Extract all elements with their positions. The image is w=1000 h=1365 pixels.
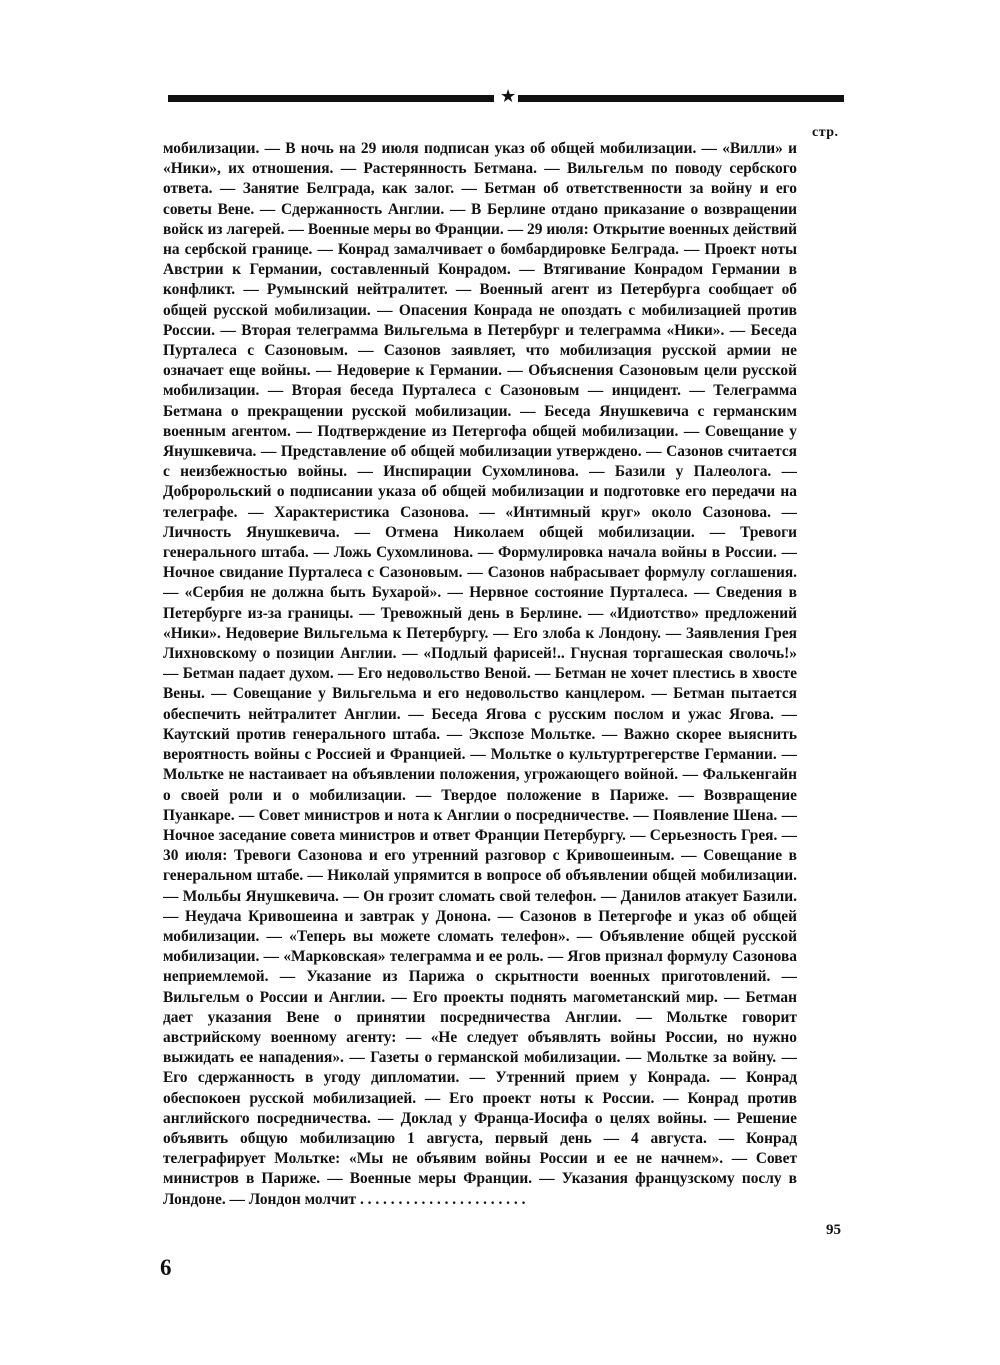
header-rule-left [168, 95, 494, 102]
page-column-label: стр. [812, 125, 839, 140]
toc-entry-page: 95 [826, 1222, 841, 1238]
star-icon: ★ [500, 86, 517, 107]
page-number: 6 [160, 1255, 172, 1280]
header-rule-right [518, 95, 844, 102]
toc-entry-text: мобилизации. — В ночь на 29 июля подписан указ об общей мобилизации. — «Вилли» и «Ники», их отношения. — Растерянность Бетмана. — Вильгельм по поводу сербского ответа. — Занятие Белграда, как залог. — Бетман об ответственности за войну и его советы Вене. — Сдержанность Англии. — В Берлине отдано приказание о возвращении войск из лагерей. — Военные меры во Франции. — 29 июля: Открытие военных действий на сербской границе. — Конрад замалчивает о бомбардировке Белграда. — Проект ноты Австрии к Германии, составленный Конрадом. — Втягивание Конрадом Германии в конфликт. — Румынский нейтралитет. — Военный агент из Петербурга сообщает об общей русской мобилизации. — Опасения Конрада не опоздать с мобилизацией против России. — Вторая телеграмма Вильгельма в Петербург и телеграмма «Ники». — Беседа Пурталеса с Сазоновым. — Сазонов заявляет, что мобилизация русской армии не означает еще войны. — Недоверие к Германии. — Объяснения Сазоновым цели русской мобилизации. — Вторая беседа Пурталеса с Сазоновым — инцидент. — Телеграмма Бетмана о прекращении русской мобилизации. — Беседа Янушкевича с германским военным агентом. — Подтверждение из Петергофа общей мобилизации. — Совещание у Янушкевича. — Представление об общей мобилизации утверждено. — Сазонов считается с неизбежностью войны. — Инспирации Сухомлинова. — Базили у Палеолога. — Добророльский о подписании указа об общей мобилизации и подготовке его передачи на телеграфе. — Характеристика Сазонова. — «Интимный круг» около Сазонова. — Личность Янушкевича. — Отмена Николаем общей мобилизации. — Тревоги генерального штаба. — Ложь Сухомлинова. — Формулировка начала войны в России. — Ночное свидание Пурталеса с Сазоновым. — Сазонов набрасывает формулу соглашения. — «Сербия не должна быть Бухарой». — Нервное состояние Пурталеса. — Сведения в Петербурге из-за границы. — Тревожный день в Берлине. — «Идиотство» предложений «Ники». Недоверие Вильгельма к Петербургу. — Его злоба к Лондону. — Заявления Грея Лихновскому о позиции Англии. — «Подлый фарисей!.. Гнусная торгашеская сволочь!» — Бетман падает духом. — Его недовольство Веной. — Бетман не хочет плестись в хвосте Вены. — Совещание у Вильгельма и его недовольство канцлером. — Бетман пытается обеспечить нейтралитет Англии. — Беседа Ягова с русским послом и ужас Ягова. — Каутский против генерального штаба. — Экспозе Мольтке. — Важно скорее выяснить вероятность войны с Россией и Францией. — Мольтке о культуртрегерстве Германии. — Мольтке не настаивает на объявлении положения, угрожающего войной. — Фалькенгайн о своей роли и о мобилизации. — Твердое положение в Париже. — Возвращение Пуанкаре. — Совет министров и нота к Англии о посредничестве. — Появление Шена. — Ночное заседание совета министров и ответ Франции Петербургу. — Серьезность Грея. — 30 июля: Тревоги Сазонова и его утренний разговор с Кривошеиным. — Совещание в генеральном штабе. — Николай упрямится в вопросе об объявлении общей мобилизации. — Мольбы Янушкевича. — Он грозит сломать свой телефон. — Данилов атакует Базили. — Неудача Кривошеина и завтрак у Донона. — Сазонов в Петергофе и указ об общей мобилизации. — «Теперь вы можете сломать телефон». — Объявление общей русской мобилизации. — «Марковская» телеграмма и ее роль. — Ягов признал формулу Сазонова неприемлемой. — Указание из Парижа о скрытности военных приготовлений. — Вильгельм о России и Англии. — Его проекты поднять магометанский мир. — Бетман дает указания Вене о принятии посредничества Англии. — Мольтке говорит австрийскому военному агенту: — «Не следует объявлять войны России, но нужно выжидать ее нападения». — Газеты о германской мобилизации. — Мольтке за войну. — Его сдержанность в угоду дипломатии. — Утренний прием у Конрада. — Конрад обеспокоен русской мобилизацией. — Его проект ноты к России. — Конрад против английского посредничества. — Доклад у Франца-Иосифа о целях войны. — Решение объявить общую мобилизацию 1 августа, первый день — 4 августа. — Конрад телеграфирует Мольтке: «Мы не объявим войны России и ее не начнем». — Совет министров в Париже. — Военные меры Франции. — Указания французскому послу в Лондоне. — Лондон молчит . . . . . . . . . . . . . . . . . . . . . . [163, 140, 797, 1208]
header-rule [168, 86, 844, 107]
